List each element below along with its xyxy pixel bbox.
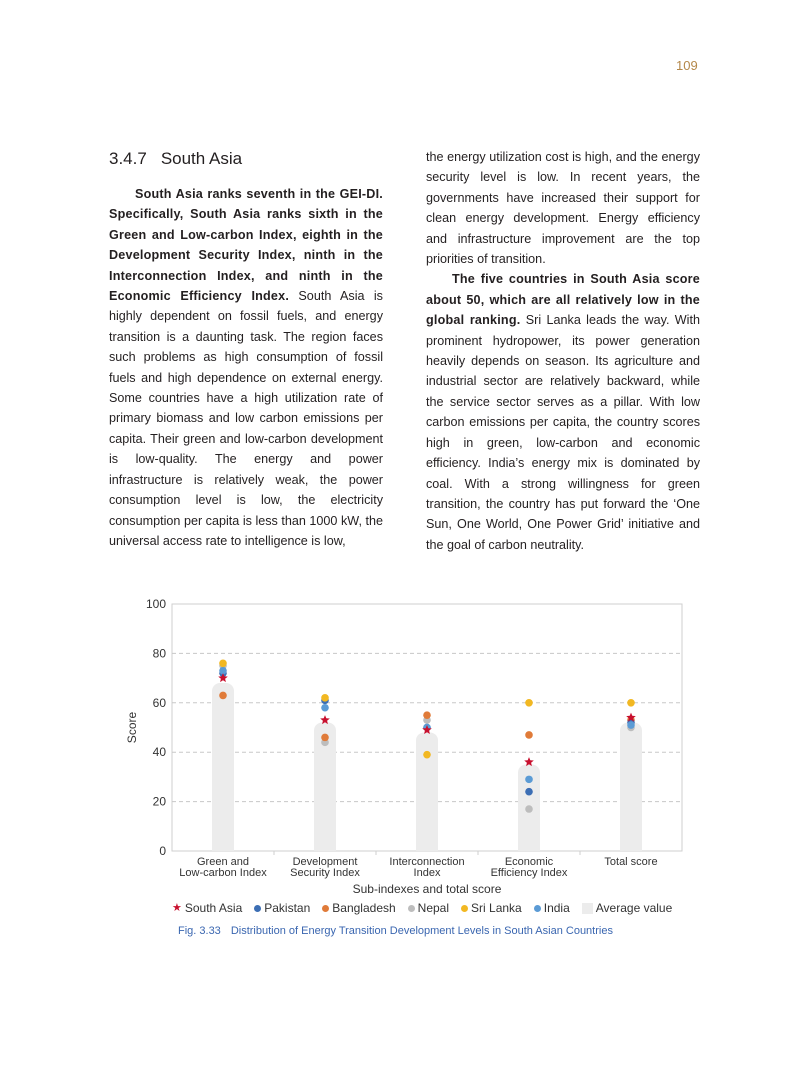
x-category-label: Index	[413, 867, 441, 879]
sri-lanka-point	[627, 699, 635, 707]
figure-caption	[178, 925, 613, 937]
x-category-label: Development	[292, 856, 358, 868]
y-tick-label: 100	[145, 597, 166, 611]
legend-item-india	[534, 901, 570, 915]
x-category-label: Economic	[504, 856, 554, 868]
section-title: South Asia	[160, 149, 243, 168]
india-point	[525, 776, 533, 784]
figure-number: Fig. 3.33	[178, 925, 221, 937]
legend-label: Nepal	[417, 901, 450, 915]
ranking-summary-bold: South Asia ranks seventh in the GEI-DI. Specifically, South Asia ranks sixth in the Green and Low-carbon Index, eighth in the Development Security Index, ninth in the Interconnection Index, and ninth in the Economic Efficiency Index.	[109, 187, 383, 304]
bangladesh-point	[525, 731, 533, 739]
average-swatch-icon	[582, 903, 593, 914]
sri-lanka-point	[423, 751, 431, 759]
y-axis-label: Score	[125, 711, 139, 744]
pakistan-point	[525, 788, 533, 796]
legend-label: South Asia	[184, 901, 243, 915]
paragraph-countries	[426, 269, 700, 555]
average-bar-fill	[314, 733, 336, 851]
bangladesh-point	[219, 692, 227, 700]
y-tick-label: 40	[152, 745, 166, 760]
legend-label: Bangladesh	[332, 901, 396, 915]
x-category-label: Total score	[604, 856, 658, 868]
legend-label: Sri Lanka	[471, 901, 522, 915]
legend-label: India	[543, 901, 570, 915]
circle-marker-icon	[322, 905, 329, 912]
y-tick-label: 60	[152, 695, 166, 710]
paragraph-continued: the energy utilization cost is high, and the energy security level is low. In recent years, the governments have increased their support for clean energy development. Energy efficiency and infrastructure improvement are the top priorities of transition.	[426, 150, 700, 267]
nepal-point	[525, 805, 533, 813]
average-bar-fill	[212, 693, 234, 851]
legend-label: Pakistan	[264, 901, 311, 915]
y-tick-label: 0	[159, 844, 166, 858]
legend-item-nepal	[408, 901, 449, 915]
bangladesh-point	[423, 711, 431, 719]
circle-marker-icon	[534, 905, 541, 912]
chart-legend	[172, 901, 672, 915]
chart-canvas	[120, 595, 700, 895]
legend-item-pakistan	[254, 901, 310, 915]
sri-lanka-point	[525, 699, 533, 707]
circle-marker-icon	[461, 905, 468, 912]
page-number: 109	[676, 58, 698, 73]
y-tick-label: 80	[152, 646, 166, 661]
bangladesh-point	[321, 734, 329, 742]
x-category-label: Low-carbon Index	[179, 867, 267, 879]
legend-item-sri-lanka	[461, 901, 522, 915]
india-point	[627, 721, 635, 729]
ranking-body: South Asia is highly dependent on fossil fuels, and energy transition is a daunting task. The region faces such problems as high consumption of fossil fuels and high dependence on external energy. Some countries have a high utilization rate of primary biomass and low carbon emissions per capita. Their green and low-carbon development is low-quality. The energy and power infrastructure is relatively weak, the power consumption level is low, the electricity consumption per capita is less than 1000 kW, the universal access rate to intelligence is low,	[109, 289, 383, 548]
figure-caption-text: Distribution of Energy Transition Development Levels in South Asian Countries	[230, 925, 613, 937]
score-distribution-chart	[120, 595, 700, 895]
x-axis-label: Sub-indexes and total score	[352, 882, 502, 895]
average-bar-fill	[620, 733, 642, 851]
x-category-label: Interconnection	[389, 856, 465, 868]
x-category-label: Efficiency Index	[490, 867, 568, 879]
paragraph-ranking	[109, 184, 383, 551]
legend-item-average-value	[582, 901, 673, 915]
legend-label: Average value	[595, 901, 673, 915]
average-bar-fill	[416, 742, 438, 851]
x-category-label: Security Index	[290, 867, 360, 879]
sri-lanka-point	[321, 694, 329, 702]
right-column	[426, 147, 700, 555]
section-heading	[109, 148, 383, 170]
star-icon: ★	[172, 901, 182, 914]
countries-body: Sri Lanka leads the way. With prominent hydropower, its power generation heavily depends on season. Its agriculture and industrial sector are relatively backward, while the service sector serves as a pillar. With low carbon emissions per capita, the country scores high in green, low-carbon and economic efficiency. India’s energy mix is dominated by coal. With a strong willingness for green transition, the country has put forward the ‘One Sun, One World, One Power Grid’ initiative and the goal of carbon neutrality.	[426, 313, 700, 552]
left-column	[109, 148, 383, 551]
x-category-label: Green and	[197, 856, 249, 868]
legend-item-bangladesh	[322, 901, 395, 915]
circle-marker-icon	[254, 905, 261, 912]
circle-marker-icon	[408, 905, 415, 912]
section-number: 3.4.7	[109, 149, 147, 168]
y-tick-label: 20	[152, 794, 166, 809]
countries-summary-bold: The five countries in South Asia score about 50, which are all relatively low in the global ranking.	[426, 272, 700, 328]
legend-item-south-asia	[172, 901, 242, 915]
india-point	[321, 704, 329, 712]
sri-lanka-point	[219, 659, 227, 667]
